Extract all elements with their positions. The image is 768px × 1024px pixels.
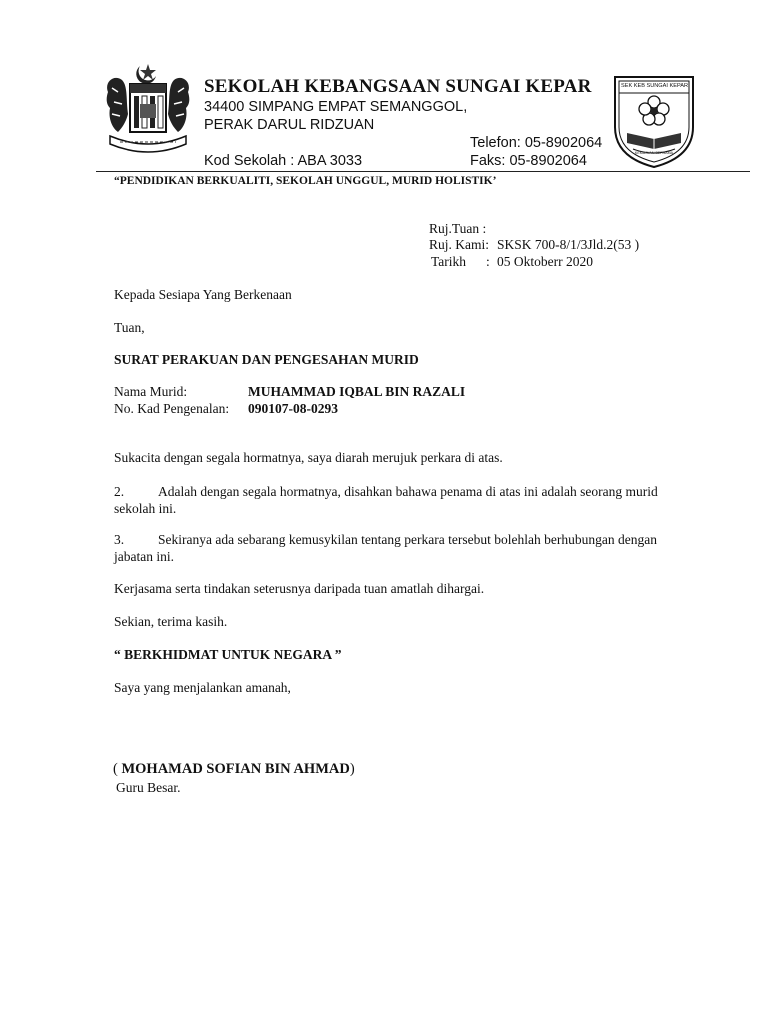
tarikh-label: Tarikh xyxy=(431,254,467,269)
signatory-open-paren: ( xyxy=(113,761,122,777)
header-divider xyxy=(96,171,750,172)
signatory-title: Guru Besar. xyxy=(116,780,181,795)
letter-subject: SURAT PERAKUAN DAN PENGESAHAN MURID xyxy=(114,352,419,367)
paragraph-2-text: Adalah dengan segala hormatnya, disahkan bahawa penama di atas ini adalah seorang murid sekolah ini. xyxy=(114,484,658,516)
student-name-label: Nama Murid: xyxy=(114,384,188,399)
paragraph-4: Kerjasama serta tindakan seterusnya daripada tuan amatlah dihargai. xyxy=(114,581,485,596)
malaysia-coat-of-arms-icon xyxy=(100,62,196,160)
address-line-1: 34400 SIMPANG EMPAT SEMANGGOL, xyxy=(204,99,468,115)
school-code: Kod Sekolah : ABA 3033 xyxy=(204,153,363,169)
closing: Sekian, terima kasih. xyxy=(114,614,228,629)
paragraph-2-number: 2. xyxy=(114,484,125,499)
ic-number: 090107-08-0293 xyxy=(248,401,338,416)
tarikh-value: 05 Oktoberr 2020 xyxy=(497,254,593,269)
student-name: MUHAMMAD IQBAL BIN RAZALI xyxy=(248,384,466,399)
paragraph-2 xyxy=(114,483,674,517)
signatory-block xyxy=(113,761,355,778)
salutation: Tuan, xyxy=(114,320,145,335)
phone-number: Telefon: 05-8902064 xyxy=(470,135,603,151)
sign-off: Saya yang menjalankan amanah, xyxy=(114,680,291,695)
ic-label: No. Kad Pengenalan: xyxy=(114,401,230,416)
school-crest-motto: KEMAJUAN BERSAMA xyxy=(634,151,674,155)
ruj-kami-value: SKSK 700-8/1/3Jld.2(53 ) xyxy=(497,237,640,252)
signatory-name: MOHAMAD SOFIAN BIN AHMAD xyxy=(121,761,350,777)
fax-number: Faks: 05-8902064 xyxy=(470,153,587,169)
paragraph-3-text: Sekiranya ada sebarang kemusykilan tentang perkara tersebut bolehlah berhubungan dengan jabatan ini. xyxy=(114,532,657,564)
ruj-kami-label: Ruj. Kami: xyxy=(429,237,489,252)
paragraph-3-number: 3. xyxy=(114,532,125,547)
paragraph-1: Sukacita dengan segala hormatnya, saya diarah merujuk perkara di atas. xyxy=(114,450,503,465)
school-name: SEKOLAH KEBANGSAAN SUNGAI KEPAR xyxy=(204,76,592,97)
recipient: Kepada Sesiapa Yang Berkenaan xyxy=(114,287,292,302)
school-crest-label: SEK KEB SUNGAI KEPAR xyxy=(621,83,689,89)
signatory-close-paren: ) xyxy=(349,761,355,777)
school-motto: “PENDIDIKAN BERKUALITI, SEKOLAH UNGGUL, MURID HOLISTIK’ xyxy=(114,175,497,187)
tarikh-separator: : xyxy=(486,254,490,269)
paragraph-3 xyxy=(114,531,674,565)
slogan: “ BERKHIDMAT UNTUK NEGARA ” xyxy=(114,647,342,662)
ruj-tuan: Ruj.Tuan : xyxy=(429,221,487,236)
address-line-2: PERAK DARUL RIDZUAN xyxy=(204,117,375,133)
school-crest-icon xyxy=(611,73,697,169)
